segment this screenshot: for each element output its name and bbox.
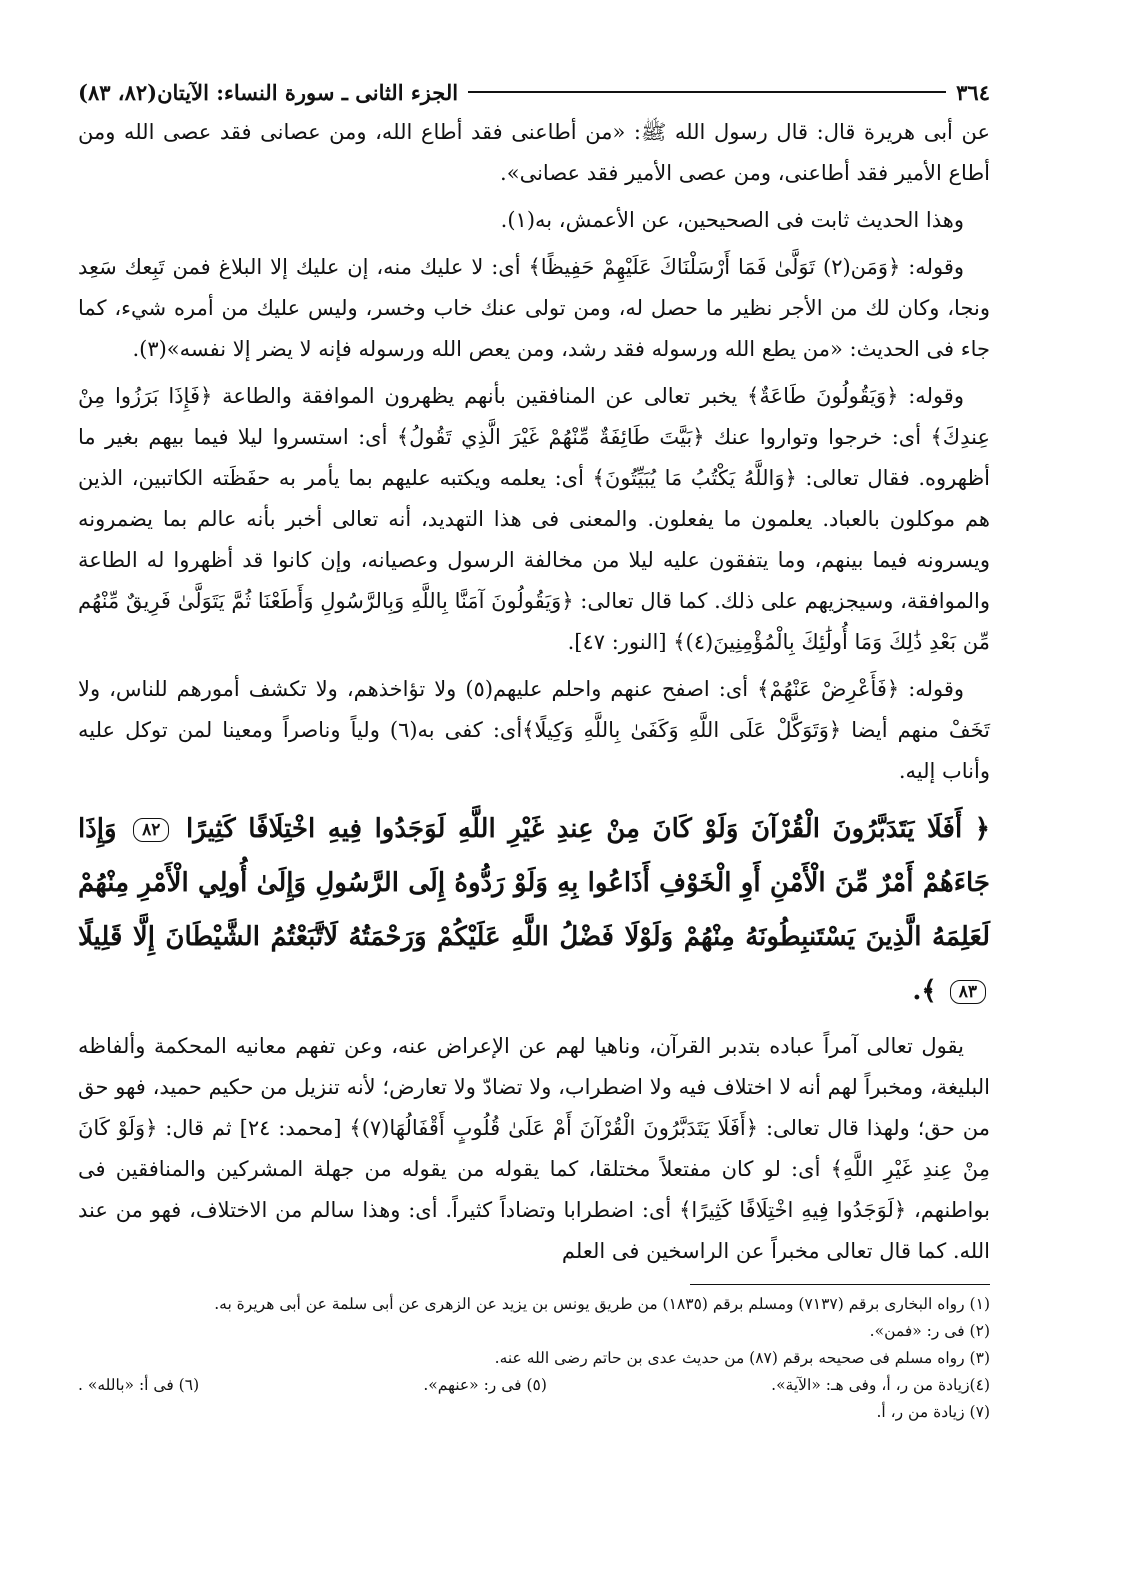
paragraph-aarid: وقوله: ﴿فَأَعْرِضْ عَنْهُمْ﴾ أى: اصفح عنهم واحلم عليهم(٥) ولا تؤاخذهم، ولا تكشف أمورهم للناس، ولا تَخَفْ منهم أيضا ﴿وَتَوَكَّلْ عَلَى اللَّهِ وَكَفَىٰ بِاللَّهِ وَكِيلًا﴾أى: كفى به(٦) ولياً وناصراً ومعينا لمن توكل عليه وأناب إليه. [78, 677, 990, 783]
footnote-row-4-6 [78, 1372, 990, 1399]
footnote-1: (١) رواه البخارى برقم (٧١٣٧) ومسلم برقم (١٨٣٥) من طريق يونس بن يزيد عن الزهرى عن أبى سلمة عن أبى هريرة به. [214, 1295, 990, 1313]
paragraph-hadith-source: وهذا الحديث ثابت فى الصحيحين، عن الأعمش، به(١). [500, 208, 964, 232]
verse-closing: ﴾. [912, 976, 937, 1006]
paragraph-taah: وقوله: ﴿وَيَقُولُونَ طَاعَةٌ﴾ يخبر تعالى عن المنافقين بأنهم يظهرون الموافقة والطاعة ﴿فَإِذَا بَرَزُوا مِنْ عِندِكَ﴾ أى: خرجوا وتواروا عنك ﴿بَيَّتَ طَائِفَةٌ مِّنْهُمْ غَيْرَ الَّذِي تَقُولُ﴾ أى: استسروا ليلا فيما بيهم بغير ما أظهروه. فقال تعالى: ﴿وَاللَّهُ يَكْتُبُ مَا يُبَيِّتُونَ﴾ أى: يعلمه ويكتبه عليهم بما يأمر به حفَظَته الكاتبين، الذين هم موكلون بالعباد. يعلمون ما يفعلون. والمعنى فى هذا التهديد، أنه تعالى أخبر بأنه عالم بما يضمرونه ويسرونه فيما بينهم، وما يتفقون عليه ليلا من مخالفة الرسول وعصيانه، وإن كانوا قد أظهروا له الطاعة والموافقة، وسيجزيهم على ذلك. كما قال تعالى: ﴿وَيَقُولُونَ آمَنَّا بِاللَّهِ وَبِالرَّسُولِ وَأَطَعْنَا ثُمَّ يَتَوَلَّىٰ فَرِيقٌ مِّنْهُم مِّن بَعْدِ ذَٰلِكَ وَمَا أُولَٰئِكَ بِالْمُؤْمِنِينَ(٤)﴾ [النور: ٤٧]. [78, 384, 990, 654]
footnote-6: (٦) فى أ: «بالله» . [78, 1376, 200, 1394]
verse-82-text: ﴿ أَفَلَا يَتَدَبَّرُونَ الْقُرْآنَ وَلَوْ كَانَ مِنْ عِندِ غَيْرِ اللَّهِ لَوَجَدُوا فِيهِ اخْتِلَافًا كَثِيرًا [186, 814, 990, 844]
ayah-number-83: ٨٣ [950, 980, 986, 1004]
footnotes [78, 1291, 990, 1426]
paragraph-tawalla: وقوله: ﴿وَمَن(٢) تَوَلَّىٰ فَمَا أَرْسَلْنَاكَ عَلَيْهِمْ حَفِيظًا﴾ أى: لا عليك منه، إن عليك إلا البلاغ فمن تَبِعك سَعِد ونجا، وكان لك من الأجر نظير ما حصل له، ومن تولى عنك خاب وخسر، وليس عليك من أمره شيء، كما جاء فى الحديث: «من يطع الله ورسوله فقد رشد، ومن يعص الله ورسوله فإنه لا يضر إلا نفسه»(٣). [78, 255, 990, 361]
footnote-2: (٢) فى ر: «فمن». [869, 1322, 990, 1340]
ayah-number-82: ٨٢ [133, 818, 169, 842]
header-rule [468, 91, 946, 93]
footnote-4: (٤)زيادة من ر، أ، وفى هـ: «الآية». [771, 1376, 990, 1394]
footnote-7: (٧) زيادة من ر، أ. [876, 1403, 990, 1421]
verse-83-text: وَإِذَا جَاءَهُمْ أَمْرٌ مِّنَ الْأَمْنِ أَوِ الْخَوْفِ أَذَاعُوا بِهِ وَلَوْ رَدُّوهُ إِلَى الرَّسُولِ وَإِلَىٰ أُولِي الْأَمْرِ مِنْهُمْ لَعَلِمَهُ الَّذِينَ يَسْتَنبِطُونَهُ مِنْهُمْ وَلَوْلَا فَضْلُ اللَّهِ عَلَيْكُمْ وَرَحْمَتُهُ لَاتَّبَعْتُمُ الشَّيْطَانَ إِلَّا قَلِيلًا [78, 814, 990, 952]
running-title: الجزء الثانى ـ سورة النساء: الآيتان(٨٢، ٨٣) [78, 79, 459, 105]
paragraph-commentary: يقول تعالى آمراً عباده بتدبر القرآن، وناهيا لهم عن الإعراض عنه، وعن تفهم معانيه المحكمة وألفاظه البليغة، ومخبراً لهم أنه لا اختلاف فيه ولا اضطراب، ولا تضادّ ولا تعارض؛ لأنه تنزيل من حكيم حميد، فهو حق من حق؛ ولهذا قال تعالى: ﴿أَفَلَا يَتَدَبَّرُونَ الْقُرْآنَ أَمْ عَلَىٰ قُلُوبٍ أَقْفَالُهَا(٧)﴾ [محمد: ٢٤] ثم قال: ﴿وَلَوْ كَانَ مِنْ عِندِ غَيْرِ اللَّهِ﴾ أى: لو كان مفتعلاً مختلقا، كما يقوله من يقوله من جهلة المشركين والمنافقين فى بواطنهم، ﴿لَوَجَدُوا فِيهِ اخْتِلَافًا كَثِيرًا﴾ أى: اضطرابا وتضاداً كثيراً. أى: وهذا سالم من الاختلاف، فهو من عند الله. كما قال تعالى مخبراً عن الراسخين فى العلم [78, 1034, 990, 1263]
paragraph-hadith: عن أبى هريرة قال: قال رسول الله ﷺ: «من أطاعنى فقد أطاع الله، ومن عصانى فقد عصى الله ومن أطاع الأمير فقد أطاعنى، ومن عصى الأمير فقد عصانى». [78, 120, 990, 185]
footnote-5: (٥) فى ر: «عنهم». [423, 1376, 547, 1394]
page-header [78, 72, 990, 112]
book-page [78, 72, 990, 1426]
footnote-3: (٣) رواه مسلم فى صحيحه برقم (٨٧) من حديث عدى بن حاتم رضى الله عنه. [494, 1349, 990, 1367]
quran-verse-block [78, 802, 990, 1018]
footnote-separator [690, 1284, 990, 1285]
page-number: ٣٦٤ [956, 79, 990, 105]
